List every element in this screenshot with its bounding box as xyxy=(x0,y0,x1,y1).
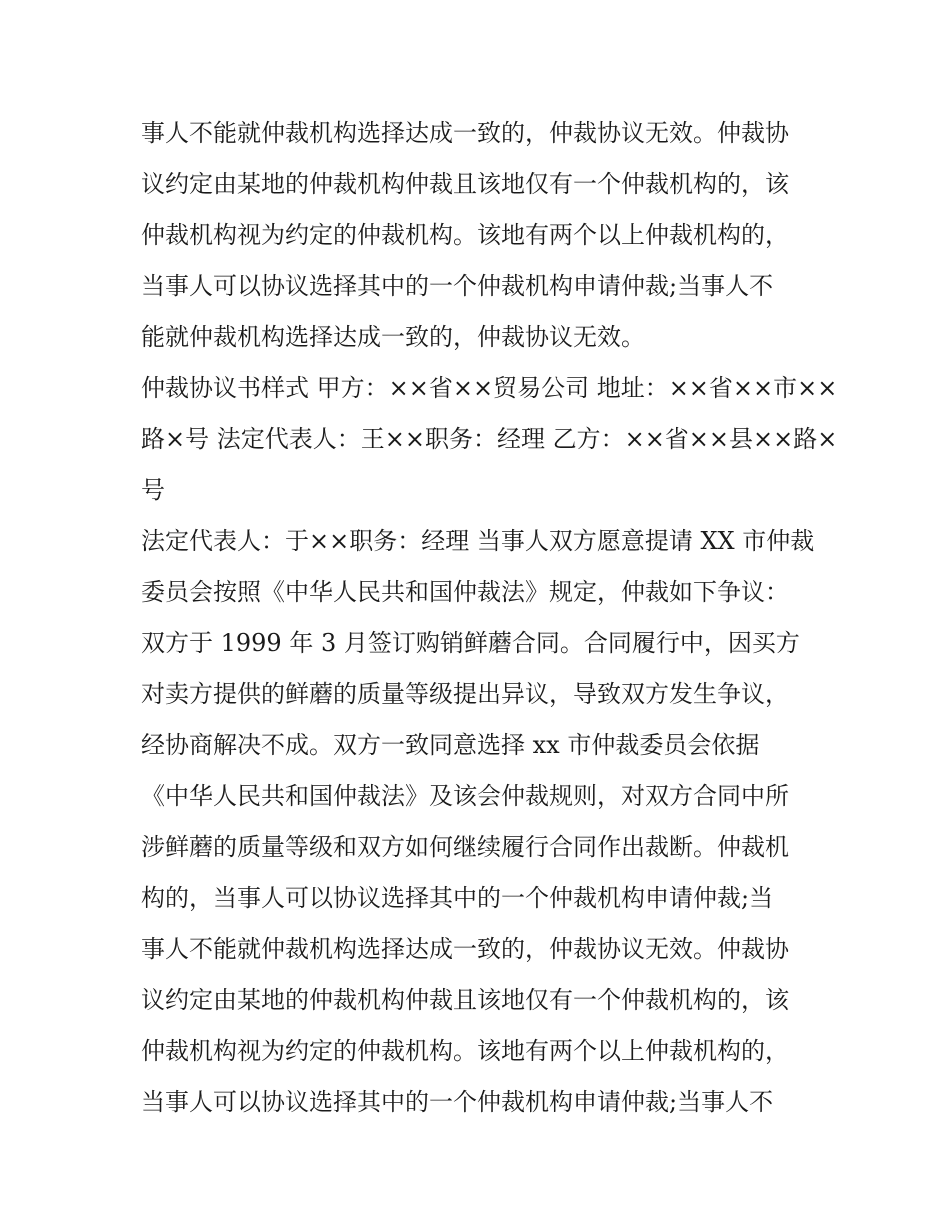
text-line: 事人不能就仲裁机构选择达成一致的，仲裁协议无效。仲裁协 xyxy=(141,935,789,963)
text-line: 涉鲜蘑的质量等级和双方如何继续履行合同作出裁断。仲裁机 xyxy=(141,833,789,861)
text-line: 对卖方提供的鲜蘑的质量等级提出异议，导致双方发生争议， xyxy=(141,680,789,708)
text-line: 经协商解决不成。双方一致同意选择 xx 市仲裁委员会依据 xyxy=(141,731,760,759)
text-line: 当事人可以协议选择其中的一个仲裁机构申请仲裁;当事人不 xyxy=(141,272,774,300)
text-line: 仲裁机构视为约定的仲裁机构。该地有两个以上仲裁机构的， xyxy=(141,1037,789,1065)
text-line: 当事人可以协议选择其中的一个仲裁机构申请仲裁;当事人不 xyxy=(141,1088,774,1116)
text-line: 法定代表人：于××职务：经理 当事人双方愿意提请 XX 市仲裁 xyxy=(141,527,815,555)
text-line: 《中华人民共和国仲裁法》及该会仲裁规则，对双方合同中所 xyxy=(141,782,789,810)
text-line: 双方于 1999 年 3 月签订购销鲜蘑合同。合同履行中，因买方 xyxy=(141,629,800,657)
text-line: 议约定由某地的仲裁机构仲裁且该地仅有一个仲裁机构的，该 xyxy=(141,986,789,1014)
text-line: 仲裁机构视为约定的仲裁机构。该地有两个以上仲裁机构的， xyxy=(141,221,789,249)
text-line: 能就仲裁机构选择达成一致的，仲裁协议无效。 xyxy=(141,323,645,351)
text-line: 构的，当事人可以协议选择其中的一个仲裁机构申请仲裁;当 xyxy=(141,884,774,912)
text-line: 事人不能就仲裁机构选择达成一致的，仲裁协议无效。仲裁协 xyxy=(141,119,789,147)
text-line: 路×号 法定代表人：王××职务：经理 乙方：××省××县××路× xyxy=(141,425,838,453)
text-line: 仲裁协议书样式 甲方：××省××贸易公司 地址：××省××市×× xyxy=(141,374,838,402)
text-line: 委员会按照《中华人民共和国仲裁法》规定，仲裁如下争议： xyxy=(141,578,789,606)
text-line: 号 xyxy=(141,476,165,504)
document-body xyxy=(141,108,838,1128)
text-line: 议约定由某地的仲裁机构仲裁且该地仅有一个仲裁机构的，该 xyxy=(141,170,789,198)
